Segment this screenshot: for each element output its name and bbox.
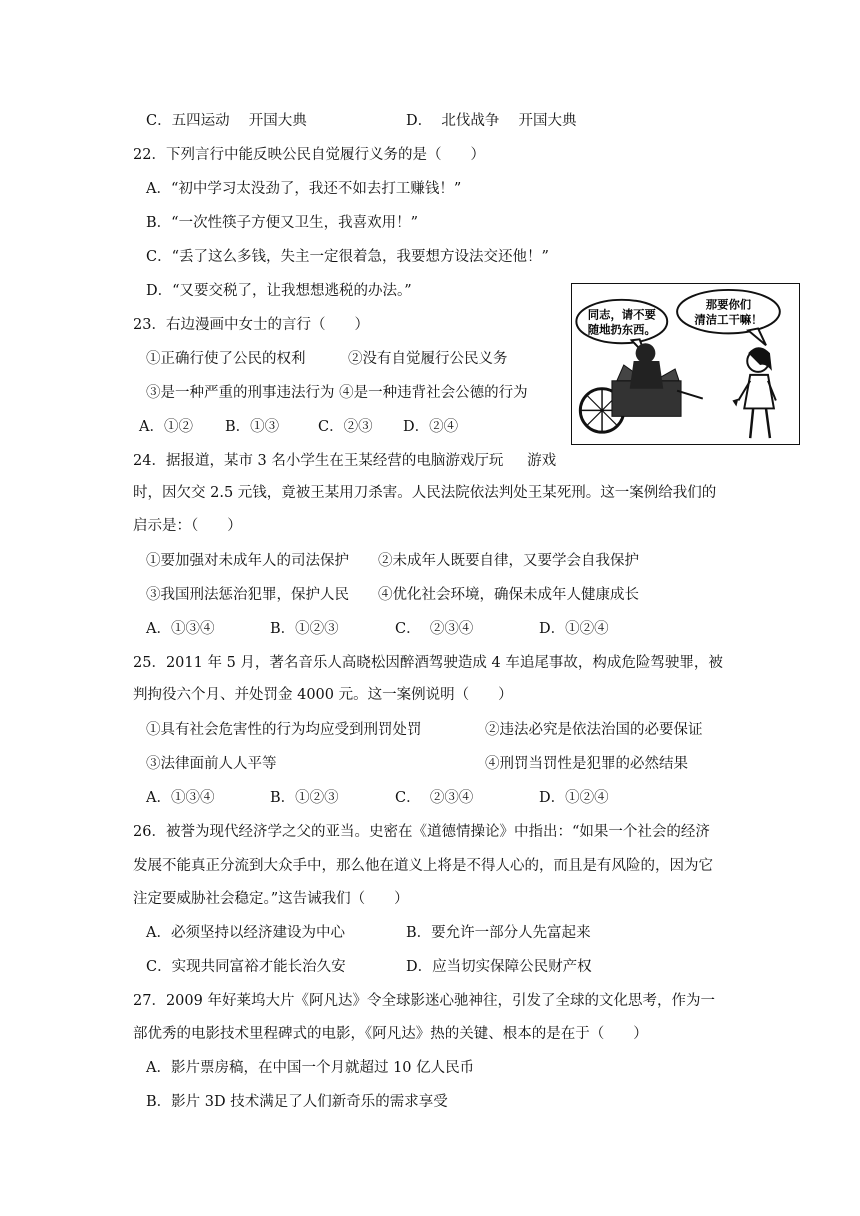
q26-option-a: A．必须坚持以经济建设为中心 — [146, 925, 345, 941]
q24-items-3-4: ③我国刑法惩治犯罪，保护人民 ④优化社会环境，确保未成年人健康成长 — [146, 587, 639, 603]
q23-item-2: ②没有自觉履行公民义务 — [348, 351, 508, 367]
q22-option-c: C．“丢了这么多钱，失主一定很着急，我要想方设法交还他！” — [146, 249, 549, 265]
q21-option-d: D． 北伐战争 开国大典 — [406, 113, 577, 129]
q23-answer-a: A．①② — [139, 419, 193, 435]
q25-answer-c: C． ②③④ — [395, 790, 474, 806]
q25-item-3: ③法律面前人人平等 — [146, 756, 277, 772]
q26-option-d: D．应当切实保障公民财产权 — [406, 959, 592, 975]
q25-item-1: ①具有社会危害性的行为均应受到刑罚处罚 — [146, 722, 422, 738]
q24-answer-d: D．①②④ — [539, 621, 609, 637]
q24-line1: 24．据报道，某市 3 名小学生在王某经营的电脑游戏厅玩 游戏 — [133, 453, 557, 469]
q22-option-b: B．“一次性筷子方便又卫生，我喜欢用！” — [146, 215, 418, 231]
q26-line2: 发展不能真正分流到大众手中，那么他在道义上将是不得人心的，而且是有风险的，因为它 — [133, 858, 713, 874]
q23-cartoon — [571, 283, 800, 445]
q25-answer-a: A．①③④ — [146, 790, 215, 806]
q25-line1: 25．2011 年 5 月，著名音乐人高晓松因醉酒驾驶造成 4 车追尾事故，构成危险驾驶罪，被 — [133, 655, 723, 671]
q27-option-b: B．影片 3D 技术满足了人们新奇乐的需求享受 — [146, 1094, 448, 1110]
q25-item-4: ④刑罚当罚性是犯罪的必然结果 — [485, 756, 688, 772]
q21-option-c: C．五四运动 开国大典 — [146, 113, 307, 129]
speech-right-line2: 清洁工干嘛！ — [694, 312, 763, 327]
q23-answer-d: D．②④ — [403, 419, 459, 435]
q24-answer-c: C． ②③④ — [395, 621, 474, 637]
q24-answer-a: A．①③④ — [146, 621, 215, 637]
cartoon-illustration — [572, 284, 799, 444]
q24-line3: 启示是：（ ） — [133, 518, 242, 534]
q25-item-2: ②违法必究是依法治国的必要保证 — [485, 722, 703, 738]
q23-answer-b: B．①③ — [225, 419, 280, 435]
q26-line1: 26．被誉为现代经济学之父的亚当。史密在《道德情操论》中指出：“如果一个社会的经济 — [133, 824, 710, 840]
q25-answer-b: B．①②③ — [270, 790, 339, 806]
q26-option-b: B．要允许一部分人先富起来 — [406, 925, 591, 941]
q24-answer-b: B．①②③ — [270, 621, 339, 637]
q24-items-1-2: ①要加强对未成年人的司法保护 ②未成年人既要自律，又要学会自我保护 — [146, 553, 639, 569]
q22-stem: 22．下列言行中能反映公民自觉履行义务的是（ ） — [133, 147, 485, 163]
q23-answer-c: C．②③ — [318, 419, 373, 435]
q26-option-c: C．实现共同富裕才能长治久安 — [146, 959, 346, 975]
speech-right-line1: 那要你们 — [705, 297, 752, 312]
q27-option-a: A．影片票房稿，在中国一个月就超过 10 亿人民币 — [146, 1060, 475, 1076]
q26-line3: 注定要威胁社会稳定。”这告诫我们（ ） — [133, 891, 409, 907]
speech-left-line2: 随地扔东西。 — [587, 322, 656, 337]
q23-stem: 23．右边漫画中女士的言行（ ） — [133, 317, 369, 333]
q24-line2: 时，因欠交 2.5 元钱，竟被王某用刀杀害。人民法院依法判处王某死刑。这一案例给我们的 — [133, 485, 717, 501]
q27-line2: 部优秀的电影技术里程碑式的电影，《阿凡达》热的关键、根本的是在于（ ） — [133, 1026, 648, 1042]
q23-item-1: ①正确行使了公民的权利 — [146, 351, 306, 367]
q23-items-3-4: ③是一种严重的刑事违法行为 ④是一种违背社会公德的行为 — [146, 385, 528, 401]
speech-left-line1: 同志，请不要 — [587, 307, 656, 322]
q22-option-a: A．“初中学习太没劲了，我还不如去打工赚钱！” — [146, 181, 462, 197]
q22-option-d: D．“又要交税了，让我想想逃税的办法。” — [146, 283, 412, 299]
q25-line2: 判拘役六个月、并处罚金 4000 元。这一案例说明（ ） — [133, 687, 513, 703]
q25-answer-d: D．①②④ — [539, 790, 609, 806]
q27-line1: 27．2009 年好莱坞大片《阿凡达》令全球影迷心驰神往，引发了全球的文化思考，作为一 — [133, 993, 715, 1009]
